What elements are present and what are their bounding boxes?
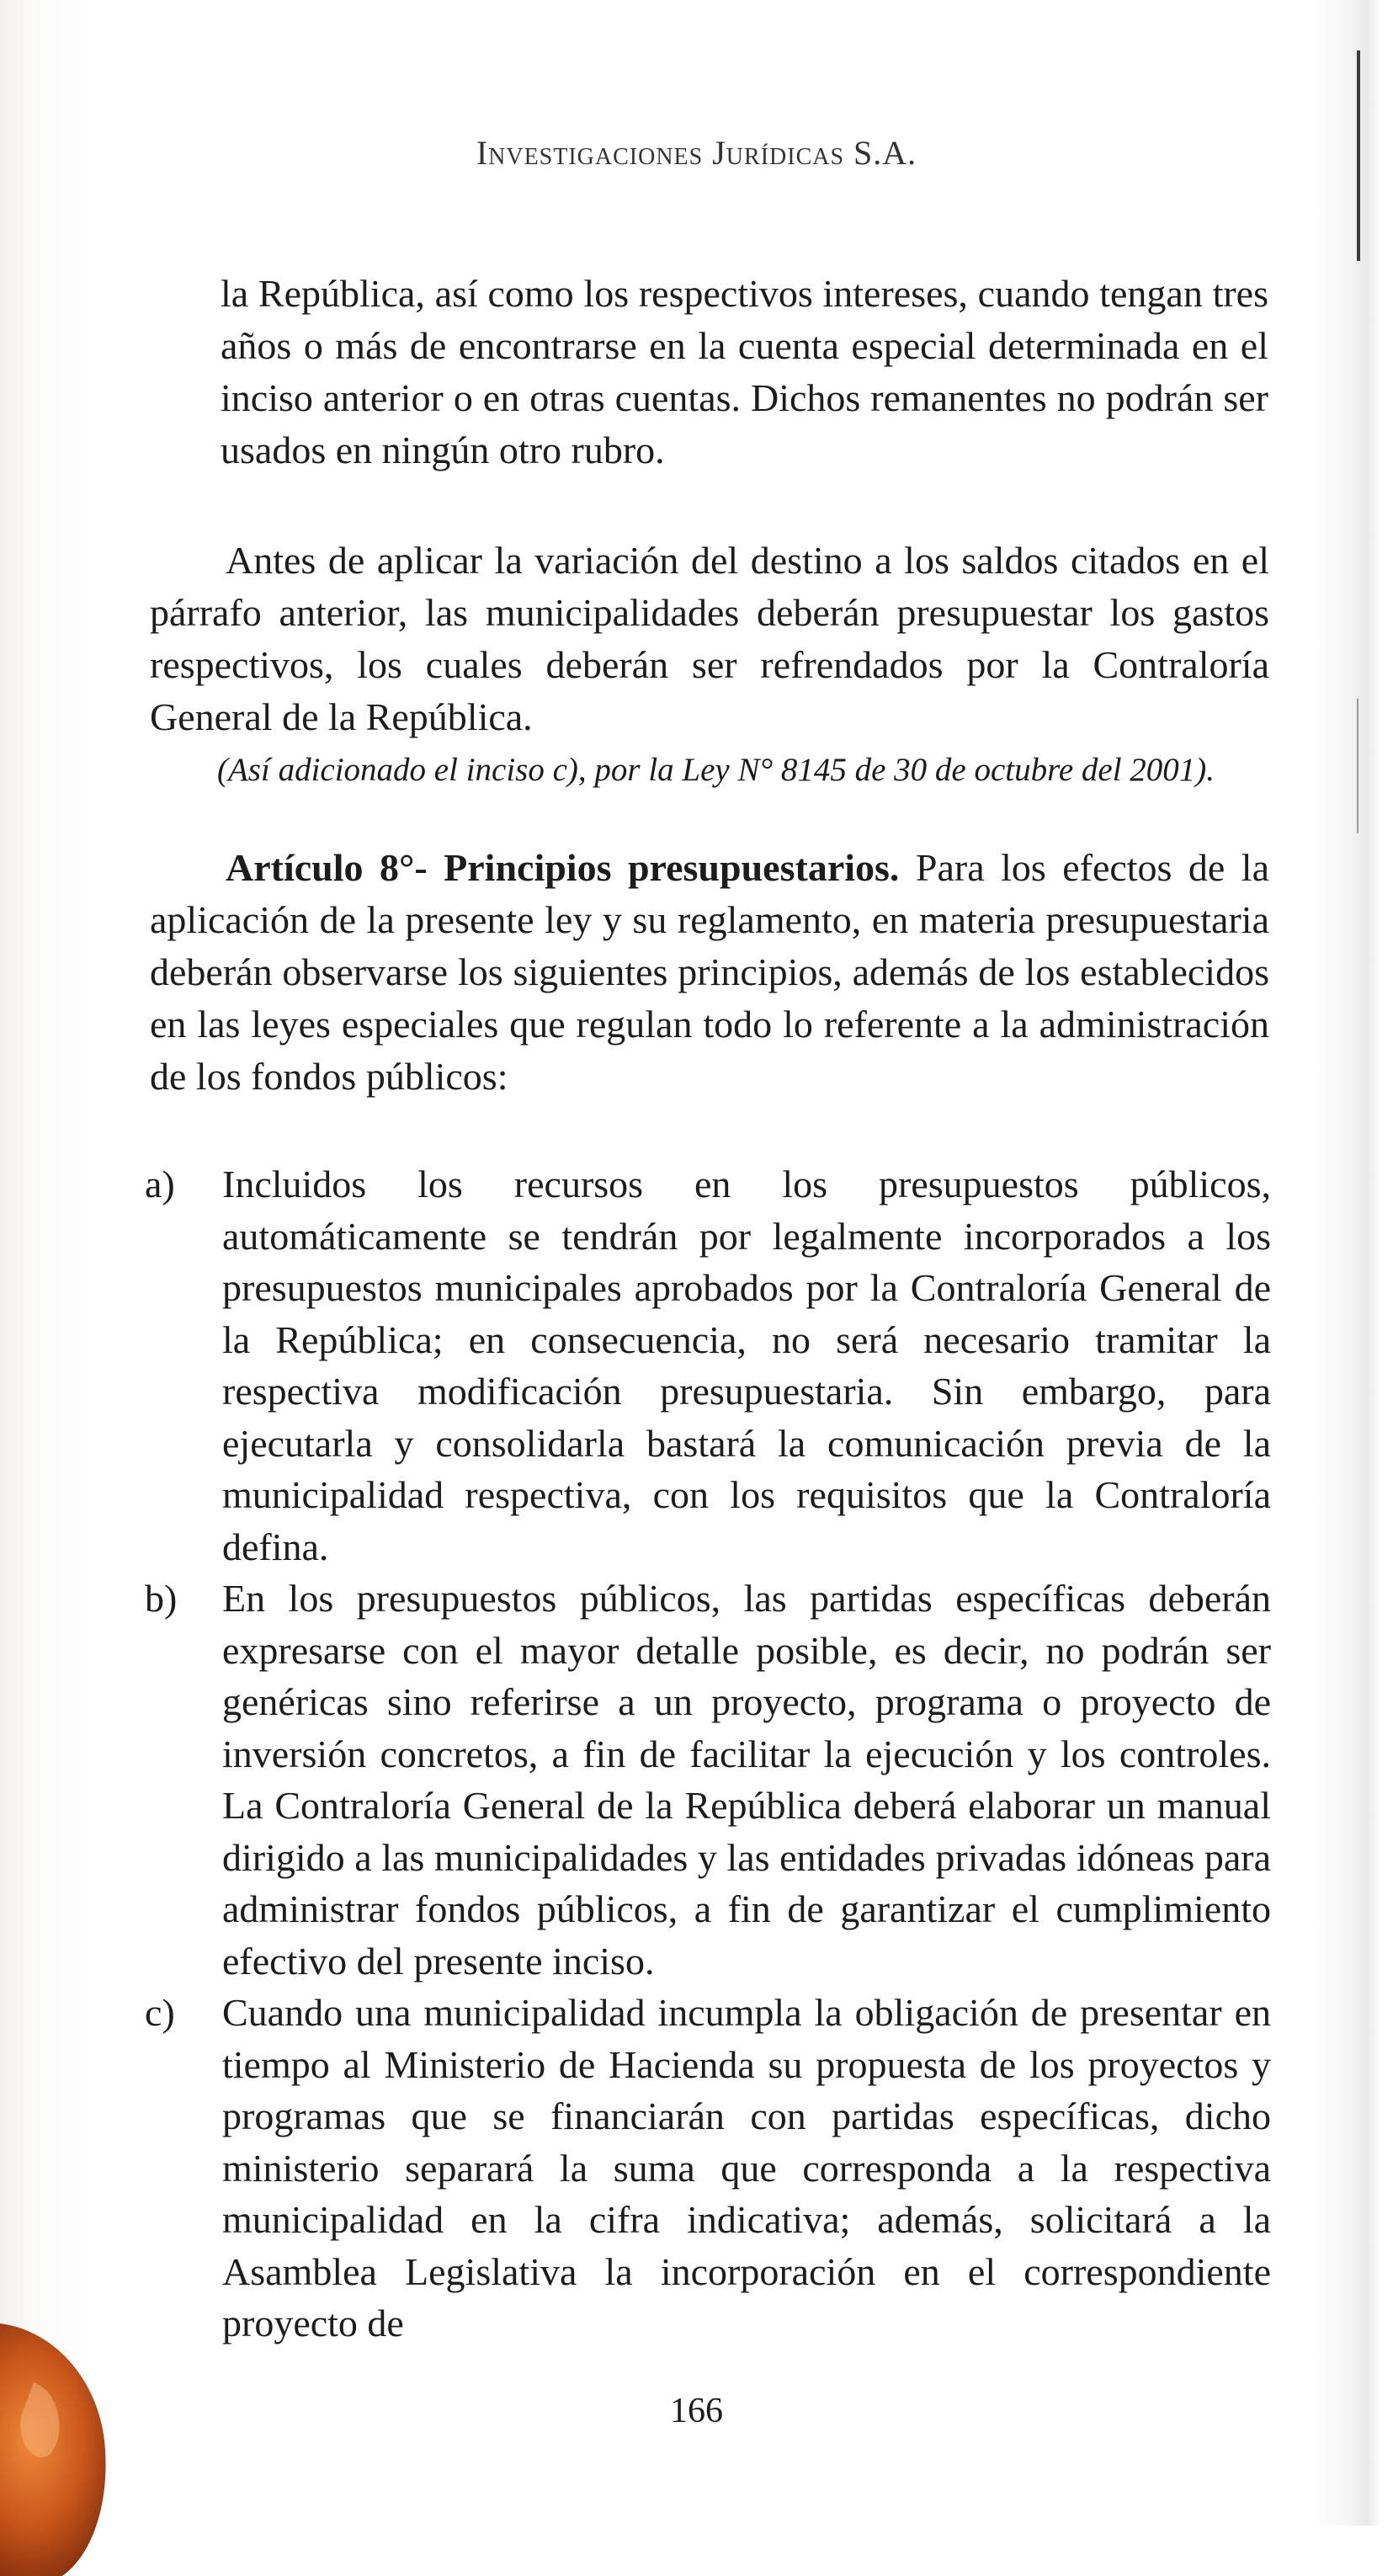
paragraph-before-applying: Antes de aplicar la variación del destino a los saldos citados en el párrafo anterior, las municipalidades deberán presupuestar los gastos respectivos, los cuales deberán ser refrendados por la Contraloría General de la República. <box>150 539 1269 738</box>
paragraph-continuation: la República, así como los respectivos intereses, cuando tengan tres años o más de encontrarse en la cuenta especial determinada en el inciso anterior o en otras cuentas. Dichos remanentes no podrán ser usados en ningún otro rubro. <box>221 272 1268 471</box>
list-marker: b) <box>145 1577 178 1620</box>
article-8-paragraph <box>150 842 1269 1103</box>
page-edge-shadow-lower <box>1357 699 1358 833</box>
list-item <box>145 1158 1271 1573</box>
list-item-text: Cuando una municipalidad incumpla la obligación de presentar en tiempo al Ministerio de Hacienda su propuesta de los proyectos y programas que se financiarán con partidas específicas, dicho ministerio separará la suma que corresponda a la respectiva municipalidad en la cifra indicativa; además, solicitará a la Asamblea Legislativa la incorporación en el correspondiente proyecto de <box>222 1991 1271 2344</box>
list-marker: a) <box>145 1163 175 1206</box>
thumb-photo-artifact <box>0 2307 126 2576</box>
list-item-text: En los presupuestos públicos, las partidas específicas deberán expresarse con el mayor detalle posible, es decir, no podrán ser genéricas sino referirse a un proyecto, programa o proyecto de inversión concretos, a fin de facilitar la ejecución y los controles. La Contraloría General de la República deberá elaborar un manual dirigido a las municipalidades y las entidades privadas idóneas para administrar fondos públicos, a fin de garantizar el cumplimiento efectivo del presente inciso. <box>222 1577 1271 1983</box>
list-marker: c) <box>145 1991 175 2034</box>
list-item <box>145 1573 1271 1987</box>
page-number: 166 <box>670 2392 723 2430</box>
running-header: Investigaciones Jurídicas S.A. <box>476 134 917 172</box>
list-item <box>145 1987 1271 2350</box>
article-intro: Para los efectos de la aplicación de la presente ley y su reglamento, en materia presupuestaria deberán observarse los siguientes principios, además de los establecidos en las leyes especiales que regulan todo lo referente a la administración de los fondos públicos: <box>150 846 1269 1098</box>
article-heading: Artículo 8°- Principios presupuestarios. <box>226 846 900 889</box>
amendment-note: (Así adicionado el inciso c), por la Ley N° 8145 de 30 de octubre del 2001). <box>217 752 1215 788</box>
list-item-text: Incluidos los recursos en los presupuestos públicos, automáticamente se tendrán por legalmente incorporados a los presupuestos municipales aprobados por la Contraloría General de la República; en consecuencia, no será necesario tramitar la respectiva modificación presupuestaria. Sin embargo, para ejecutarla y consolidarla bastará la comunicación previa de la municipalidad respectiva, con los requisitos que la Contraloría defina. <box>222 1163 1271 1568</box>
principles-list <box>145 1158 1271 2350</box>
